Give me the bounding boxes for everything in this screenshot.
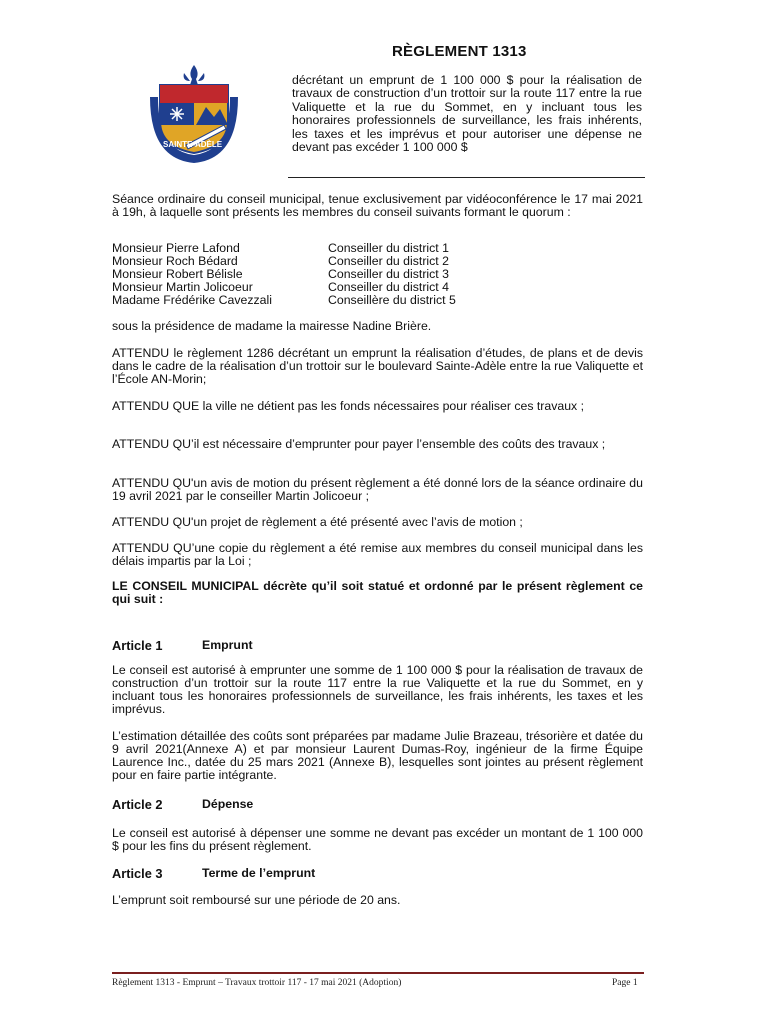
member-role: Conseillère du district 5	[328, 293, 456, 308]
article-heading	[112, 866, 315, 881]
member-name: Madame Frédérike Cavezzali	[112, 293, 272, 308]
member-name: Monsieur Pierre Lafond	[112, 241, 240, 255]
footer-rule	[112, 972, 644, 974]
attendu-paragraph: ATTENDU le règlement 1286 décrétant un emprunt la réalisation d’études, de plans et de devis dans le cadre de la réalisation d’un trottoir sur le boulevard Sainte-Adèle entre la rue Valiquette et l’École AN-Morin;	[112, 346, 643, 387]
article-heading	[112, 797, 253, 812]
article-number: Article 3	[112, 866, 163, 881]
attendu-paragraph: ATTENDU QU’une copie du règlement a été remise aux membres du conseil municipal dans les délais impartis par la Loi ;	[112, 541, 643, 569]
article-paragraph: L’estimation détaillée des coûts sont préparées par madame Julie Brazeau, trésorière et datée du 9 avril 2021(Annexe A) et par monsieur Laurent Dumas-Roy, ingénieur de la firme Équipe Laurence Inc., datée du 25 mars 2021 (Annexe B), lesquelles sont jointes au présent règlement pour en faire partie intégrante.	[112, 729, 643, 783]
attendu-paragraph: ATTENDU QU’il est nécessaire d’emprunter pour payer l’ensemble des coûts des travaux ;	[112, 437, 606, 451]
presidence-line: sous la présidence de madame la mairesse Nadine Brière.	[112, 319, 432, 333]
page-title: RÈGLEMENT 1313	[392, 43, 527, 60]
attendu-paragraph: ATTENDU QU'un avis de motion du présent règlement a été donné lors de la séance ordinaire du 19 avril 2021 par le conseiller Martin Jolicoeur ;	[112, 476, 643, 504]
article-title: Dépense	[202, 797, 254, 811]
logo-caption: SAINTE-ADÈLE	[163, 140, 223, 149]
article-paragraph: Le conseil est autorisé à emprunter une somme de 1 100 000 $ pour la réalisation de travaux de construction d’un trottoir sur la route 117 entre la rue Valiquette et la rue du Sommet, en y incluant tous les honoraires professionnels de surveillance, les frais inhérents, les taxes et les imprévus.	[112, 663, 643, 717]
article-paragraph: Le conseil est autorisé à dépenser une somme ne devant pas excéder un montant de 1 100 000 $ pour les fins du présent règlement.	[112, 826, 643, 854]
decree-statement: LE CONSEIL MUNICIPAL décrète qu’il soit statué et ordonné par le présent règlement ce qui suit :	[112, 579, 643, 607]
member-role: Conseiller du district 4	[328, 280, 449, 295]
article-number: Article 1	[112, 638, 163, 653]
article-heading	[112, 638, 253, 653]
member-name: Monsieur Robert Bélisle	[112, 267, 243, 282]
regulation-subtitle: décrétant un emprunt de 1 100 000 $ pour la réalisation de travaux de construction d’un trottoir sur la route 117 entre la rue Valiquette et la rue du Sommet, en y incluant tous les honoraires professionnels de surveillance, les frais inhérents, les taxes et les imprévus et pour autoriser une dépense ne devant pas excéder 1 100 000 $	[292, 73, 642, 155]
sainte-adele-coat-of-arms-logo	[146, 63, 242, 167]
member-role: Conseiller du district 1	[328, 241, 449, 255]
member-name: Monsieur Martin Jolicoeur	[112, 280, 253, 295]
article-title: Terme de l’emprunt	[202, 866, 316, 880]
article-paragraph: L’emprunt soit remboursé sur une période de 20 ans.	[112, 893, 401, 907]
session-intro: Séance ordinaire du conseil municipal, tenue exclusivement par vidéoconférence le 17 mai 2021 à 19h, à laquelle sont présents les membres du conseil suivants formant le quorum :	[112, 192, 643, 220]
member-name: Monsieur Roch Bédard	[112, 254, 238, 269]
footer-document-reference: Règlement 1313 - Emprunt – Travaux trottoir 117 - 17 mai 2021 (Adoption)	[112, 978, 402, 988]
council-members-list	[112, 242, 456, 307]
member-role: Conseiller du district 2	[328, 254, 449, 269]
article-number: Article 2	[112, 797, 163, 812]
title-divider	[288, 177, 645, 178]
article-title: Emprunt	[202, 638, 253, 652]
member-role: Conseiller du district 3	[328, 267, 449, 282]
page-number: Page 1	[612, 978, 638, 988]
attendu-paragraph: ATTENDU QUE la ville ne détient pas les fonds nécessaires pour réaliser ces travaux ;	[112, 399, 585, 413]
attendu-paragraph: ATTENDU QU'un projet de règlement a été présenté avec l’avis de motion ;	[112, 515, 523, 529]
member-row	[112, 294, 456, 307]
